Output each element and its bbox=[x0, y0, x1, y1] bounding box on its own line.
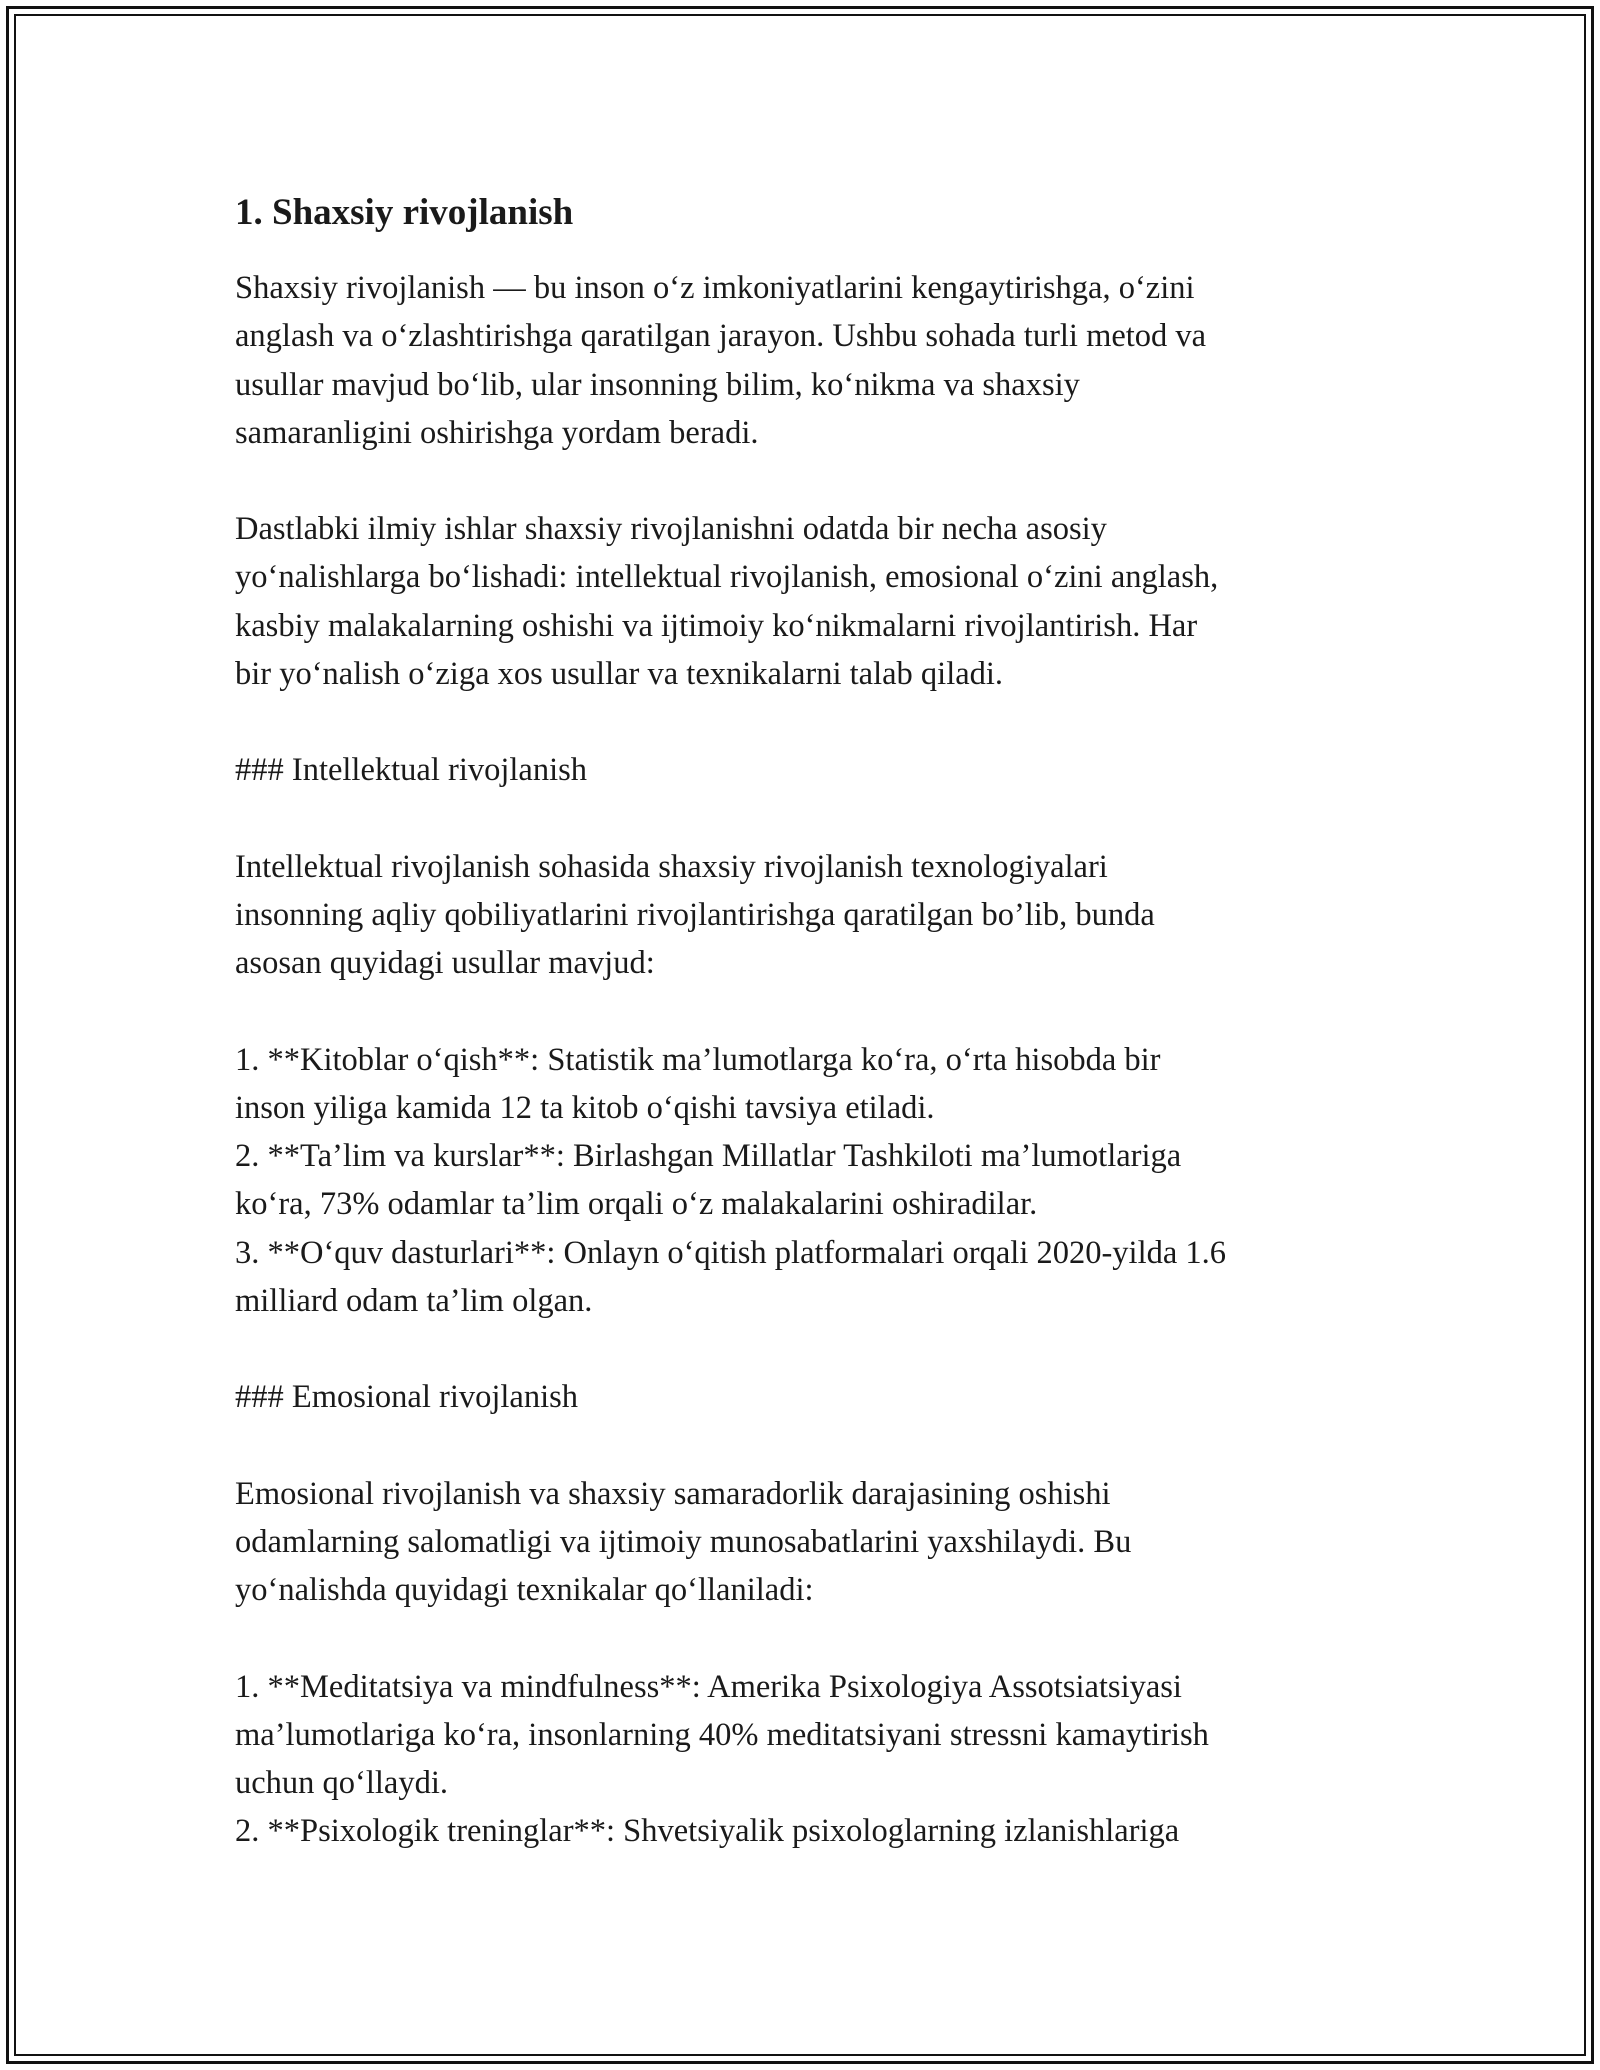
document-body bbox=[235, 188, 1375, 1856]
list-item: ko‘ra, 73% odamlar ta’lim orqali o‘z malakalarini oshiradilar. bbox=[235, 1186, 1038, 1223]
text-line: Emosional rivojlanish va shaxsiy samaradorlik darajasining oshishi bbox=[235, 1475, 1111, 1512]
intellectual-list bbox=[235, 1036, 1375, 1326]
list-item: milliard odam ta’lim olgan. bbox=[235, 1283, 593, 1320]
intellectual-paragraph bbox=[235, 843, 1375, 988]
intellectual-heading bbox=[235, 746, 1375, 794]
list-item: inson yiliga kamida 12 ta kitob o‘qishi tavsiya etiladi. bbox=[235, 1089, 935, 1126]
list-item: 2. **Ta’lim va kurslar**: Birlashgan Millatlar Tashkiloti ma’lumotlariga bbox=[235, 1138, 1182, 1175]
emotional-heading bbox=[235, 1373, 1375, 1421]
text-line: asosan quyidagi usullar mavjud: bbox=[235, 945, 655, 982]
text-line: yo‘nalishlarga bo‘lishadi: intellektual rivojlanish, emosional o‘zini anglash, bbox=[235, 559, 1219, 596]
text-line: kasbiy malakalarning oshishi va ijtimoiy ko‘nikmalarni rivojlantirish. Har bbox=[235, 607, 1198, 644]
text-line: anglash va o‘zlashtirishga qaratilgan jarayon. Ushbu sohada turli metod va bbox=[235, 318, 1207, 355]
emotional-paragraph bbox=[235, 1470, 1375, 1615]
text-line: insonning aqliy qobiliyatlarini rivojlantirishga qaratilgan bo’lib, bunda bbox=[235, 896, 1155, 933]
text-line: usullar mavjud bo‘lib, ular insonning bilim, ko‘nikma va shaxsiy bbox=[235, 366, 1080, 403]
text-line: bir yo‘nalish o‘ziga xos usullar va texnikalarni talab qiladi. bbox=[235, 656, 1004, 693]
text-line: Dastlabki ilmiy ishlar shaxsiy rivojlanishni odatda bir necha asosiy bbox=[235, 511, 1107, 548]
text-line: Intellektual rivojlanish sohasida shaxsiy rivojlanish texnologiyalari bbox=[235, 848, 1108, 885]
text-line: samaranligini oshirishga yordam beradi. bbox=[235, 414, 759, 451]
list-item: 1. **Meditatsiya va mindfulness**: Amerika Psixologiya Assotsiatsiyasi bbox=[235, 1668, 1182, 1705]
text-line: odamlarning salomatligi va ijtimoiy munosabatlarini yaxshilaydi. Bu bbox=[235, 1523, 1132, 1560]
intro-paragraph bbox=[235, 264, 1375, 457]
text-line: ### Intellektual rivojlanish bbox=[235, 752, 588, 789]
list-item: ma’lumotlariga ko‘ra, insonlarning 40% meditatsiyani stressni kamaytirish bbox=[235, 1716, 1209, 1753]
list-item: 3. **O‘quv dasturlari**: Onlayn o‘qitish platformalari orqali 2020-yilda 1.6 bbox=[235, 1234, 1227, 1271]
emotional-list bbox=[235, 1663, 1375, 1856]
list-item: 1. **Kitoblar o‘qish**: Statistik ma’lumotlarga ko‘ra, o‘rta hisobda bir bbox=[235, 1041, 1161, 1078]
text-line: ### Emosional rivojlanish bbox=[235, 1379, 579, 1416]
section-title: 1. Shaxsiy rivojlanish bbox=[235, 192, 574, 233]
list-item: 2. **Psixologik treninglar**: Shvetsiyalik psixologlarning izlanishlariga bbox=[235, 1813, 1180, 1850]
text-line: Shaxsiy rivojlanish — bu inson o‘z imkoniyatlarini kengaytirishga, o‘zini bbox=[235, 270, 1195, 306]
directions-paragraph bbox=[235, 505, 1375, 698]
text-line: yo‘nalishda quyidagi texnikalar qo‘llaniladi: bbox=[235, 1572, 814, 1609]
list-item: uchun qo‘llaydi. bbox=[235, 1765, 449, 1802]
